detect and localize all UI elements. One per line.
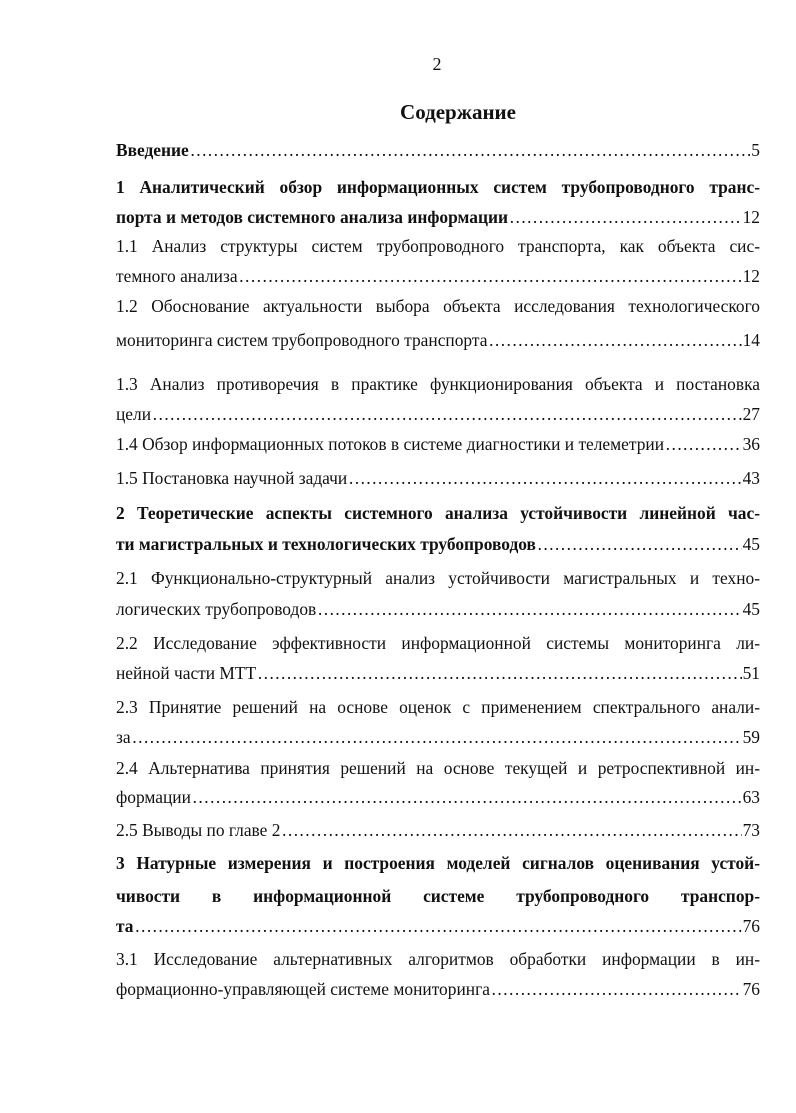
toc-page-number: 36 xyxy=(742,434,760,454)
toc-entry-line: 2.4 Альтернатива принятия решений на основе текущей и ретроспективной ин- xyxy=(116,758,760,778)
toc-entry-title: 2.5 Выводы по главе 2 xyxy=(116,820,281,840)
toc-entry-title: нейной части МТТ xyxy=(116,663,257,683)
toc-entry-line[interactable] xyxy=(116,329,760,351)
toc-entry-title: та xyxy=(116,916,134,936)
dot-leader xyxy=(537,533,742,555)
dot-leader xyxy=(134,915,741,937)
toc-page-number: 73 xyxy=(742,820,760,840)
toc-entry-line[interactable] xyxy=(116,726,760,748)
dot-leader xyxy=(190,139,751,161)
toc-entry-title: Введение xyxy=(116,140,189,160)
toc-page-number: 51 xyxy=(742,663,760,683)
toc-entry-line[interactable] xyxy=(116,915,760,937)
dot-leader xyxy=(348,467,741,489)
toc-entry-title: 1.4 Обзор информационных потоков в системе диагностики и телеметрии xyxy=(116,434,664,454)
toc-page-number: 14 xyxy=(742,330,760,350)
toc-entry-line: чивости в информационной системе трубопроводного транспор- xyxy=(116,886,760,906)
toc-entry-line: 1.3 Анализ противоречия в практике функционирования объекта и постановка xyxy=(116,374,760,394)
dot-leader xyxy=(665,433,742,455)
toc-entry-title: логических трубопроводов xyxy=(116,599,317,619)
dot-leader xyxy=(317,598,741,620)
toc-entry-title: цели xyxy=(116,404,152,424)
toc-entry-line[interactable] xyxy=(116,533,760,555)
toc-title: Содержание xyxy=(400,100,516,124)
toc-page-number: 76 xyxy=(742,979,760,999)
page-number: 2 xyxy=(432,54,442,74)
dot-leader xyxy=(281,819,741,841)
toc-page-number: 12 xyxy=(742,207,760,227)
toc-entry-line[interactable] xyxy=(116,433,760,455)
toc-entry-line[interactable] xyxy=(116,265,760,287)
dot-leader xyxy=(132,726,742,748)
toc-page-number: 12 xyxy=(742,266,760,286)
toc-entry-title: мониторинга систем трубопроводного транспорта xyxy=(116,330,488,350)
toc-entry-line: 2.3 Принятие решений на основе оценок с применением спектрального анали- xyxy=(116,697,760,717)
dot-leader xyxy=(239,265,742,287)
toc-entry-line[interactable] xyxy=(116,786,760,808)
toc-entry-title: ти магистральных и технологических трубопроводов xyxy=(116,534,536,554)
toc-page-number: 5 xyxy=(751,140,760,160)
dot-leader xyxy=(509,206,742,228)
toc-page-number: 45 xyxy=(742,534,760,554)
dot-leader xyxy=(491,978,742,1000)
toc-entry-title: темного анализа xyxy=(116,266,238,286)
toc-entry-title: порта и методов системного анализа информации xyxy=(116,207,509,227)
toc-page-number: 27 xyxy=(742,404,760,424)
toc-entry-title: за xyxy=(116,727,131,747)
toc-page-number: 45 xyxy=(742,599,760,619)
toc-entry-line[interactable] xyxy=(116,598,760,620)
toc-page-number: 59 xyxy=(742,727,760,747)
toc-entry-line[interactable] xyxy=(116,139,760,161)
toc-entry-line[interactable] xyxy=(116,819,760,841)
toc-entry-line: 3 Натурные измерения и построения моделей сигналов оценивания устой- xyxy=(116,853,760,873)
toc-entry-title: формации xyxy=(116,787,191,807)
toc-entry-line: 2 Теоретические аспекты системного анализа устойчивости линейной час- xyxy=(116,503,760,523)
toc-entry-line: 2.1 Функционально-структурный анализ устойчивости магистральных и техно- xyxy=(116,568,760,588)
toc-page-number: 76 xyxy=(742,916,760,936)
toc-page-number: 43 xyxy=(742,468,760,488)
toc-entry-line: 3.1 Исследование альтернативных алгоритмов обработки информации в ин- xyxy=(116,949,760,969)
toc-entry-line[interactable] xyxy=(116,467,760,489)
toc-entry-line[interactable] xyxy=(116,206,760,228)
dot-leader xyxy=(192,786,742,808)
toc-entry-line: 1 Аналитический обзор информационных систем трубопроводного транс- xyxy=(116,177,760,197)
dot-leader xyxy=(488,329,741,351)
toc-page-number: 63 xyxy=(742,787,760,807)
toc-entry-line: 2.2 Исследование эффективности информационной системы мониторинга ли- xyxy=(116,633,760,653)
toc-entry-title: формационно-управляющей системе мониторинга xyxy=(116,979,490,999)
toc-entry-line[interactable] xyxy=(116,403,760,425)
toc-entry-line[interactable] xyxy=(116,662,760,684)
toc-entry-line: 1.1 Анализ структуры систем трубопроводного транспорта, как объекта сис- xyxy=(116,236,760,256)
dot-leader xyxy=(257,662,741,684)
toc-entry-line: 1.2 Обоснование актуальности выбора объекта исследования технологического xyxy=(116,296,760,316)
toc-entry-title: 1.5 Постановка научной задачи xyxy=(116,468,348,488)
dot-leader xyxy=(152,403,742,425)
toc-entry-line[interactable] xyxy=(116,978,760,1000)
